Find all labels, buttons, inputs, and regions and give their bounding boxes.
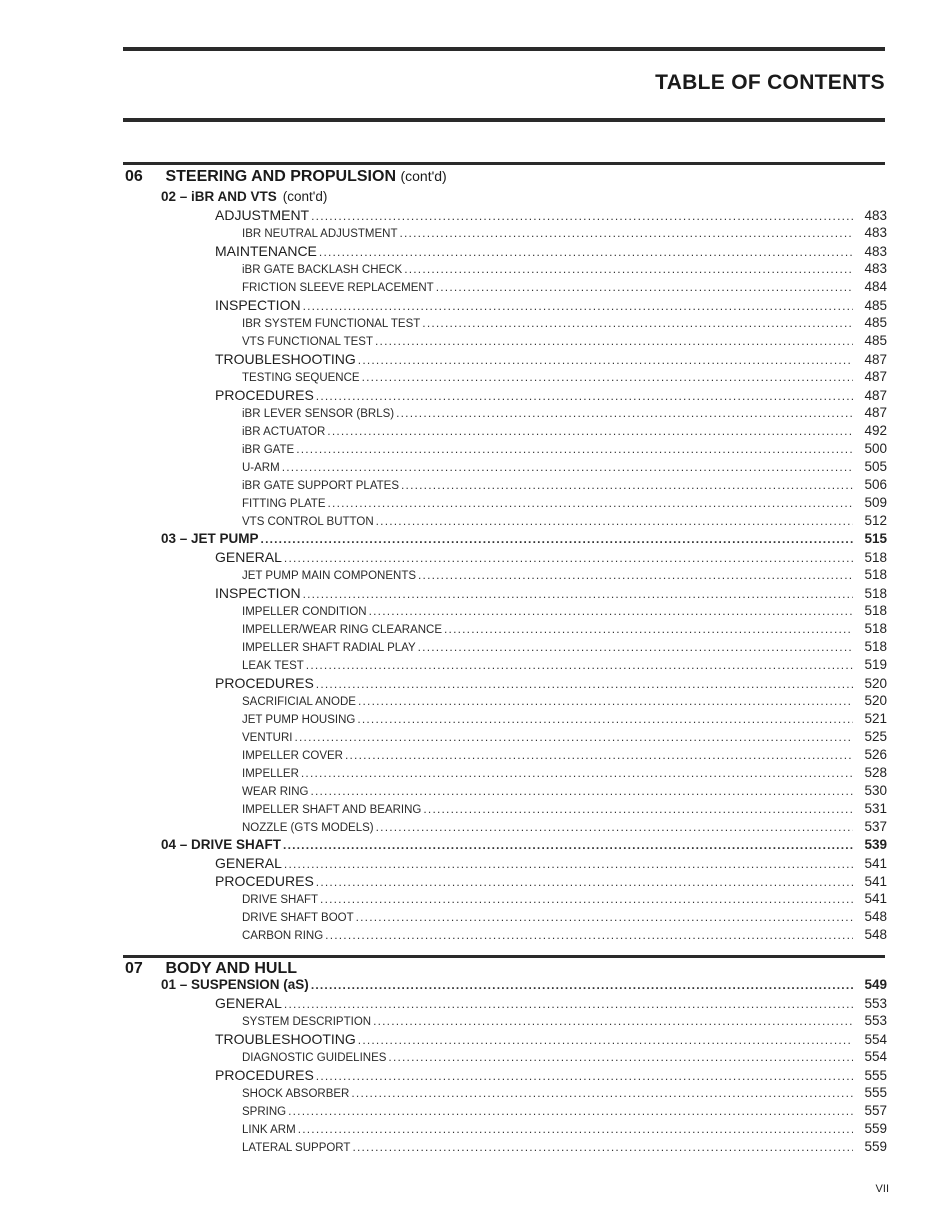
toc-entry[interactable]: [215, 675, 887, 693]
toc-entry[interactable]: [242, 315, 887, 333]
toc-entry-page: 557: [864, 1103, 887, 1118]
toc-entry[interactable]: [161, 977, 887, 995]
footer-page-number: VII: [875, 1183, 889, 1195]
toc-entry-page: 485: [864, 315, 887, 330]
toc-entry[interactable]: [242, 783, 887, 801]
toc-entry-label: VENTURI: [242, 732, 293, 744]
toc-entry[interactable]: [215, 207, 887, 225]
dot-leader: [358, 694, 853, 708]
toc-entry-page: 520: [864, 693, 887, 708]
toc-entry-page: 518: [864, 639, 887, 654]
toc-entry[interactable]: [242, 639, 887, 657]
dot-leader: [294, 730, 853, 744]
toc-entry[interactable]: [242, 801, 887, 819]
toc-entry[interactable]: [161, 837, 887, 855]
toc-entry-label: SPRING: [242, 1106, 287, 1118]
section-heading-06: [125, 168, 447, 186]
toc-entry-label: IBR SYSTEM FUNCTIONAL TEST: [242, 318, 421, 330]
toc-entry[interactable]: [242, 711, 887, 729]
toc-entry-page: 554: [864, 1049, 887, 1064]
toc-entry[interactable]: [242, 1085, 887, 1103]
toc-entry[interactable]: [242, 225, 887, 243]
dot-leader: [261, 532, 853, 546]
toc-entry-page: 506: [864, 477, 887, 492]
toc-entry-page: 518: [864, 550, 887, 565]
toc-entry[interactable]: [242, 1103, 887, 1121]
toc-entry[interactable]: [242, 891, 887, 909]
section-rule-06: [123, 162, 885, 165]
toc-entry[interactable]: [215, 855, 887, 873]
toc-entry[interactable]: [242, 927, 887, 945]
toc-entry-page: 487: [864, 405, 887, 420]
dot-leader: [319, 245, 853, 259]
toc-entry[interactable]: [242, 909, 887, 927]
toc-entry-label: iBR GATE SUPPORT PLATES: [242, 480, 399, 492]
toc-entry[interactable]: [242, 693, 887, 711]
toc-entry-page: 559: [864, 1139, 887, 1154]
toc-entry-label: 04 – DRIVE SHAFT: [161, 837, 282, 852]
dot-leader: [373, 1014, 853, 1028]
dot-leader: [303, 299, 853, 313]
toc-entry-page: 528: [864, 765, 887, 780]
toc-entry-label: PROCEDURES: [215, 387, 314, 403]
toc-entry-label: LEAK TEST: [242, 660, 304, 672]
toc-entry[interactable]: [242, 621, 887, 639]
toc-entry[interactable]: [215, 351, 887, 369]
toc-entry-label: TESTING SEQUENCE: [242, 372, 360, 384]
toc-entry-page: 509: [864, 495, 887, 510]
toc-entry-label: TROUBLESHOOTING: [215, 1031, 356, 1047]
toc-entry-label: JET PUMP HOUSING: [242, 714, 356, 726]
toc-entry-page: 537: [864, 819, 887, 834]
dot-leader: [436, 280, 853, 294]
toc-entry[interactable]: [242, 513, 887, 531]
toc-entry[interactable]: [242, 477, 887, 495]
dot-leader: [328, 496, 854, 510]
toc-entry[interactable]: [242, 423, 887, 441]
toc-entry[interactable]: [242, 441, 887, 459]
toc-entry-label: iBR GATE: [242, 444, 295, 456]
section-suffix: (cont'd): [400, 168, 447, 184]
dot-leader: [316, 875, 853, 889]
toc-entry-page: 500: [864, 441, 887, 456]
toc-entry[interactable]: [242, 495, 887, 513]
toc-entry-page: 518: [864, 586, 887, 601]
toc-entry-page: 554: [864, 1032, 887, 1047]
dot-leader: [418, 640, 853, 654]
dot-leader: [404, 262, 853, 276]
toc-entry[interactable]: [242, 765, 887, 783]
toc-entry[interactable]: [242, 657, 887, 675]
dot-leader: [375, 334, 853, 348]
toc-entry-label: TROUBLESHOOTING: [215, 351, 356, 367]
toc-entry-page: 484: [864, 279, 887, 294]
dot-leader: [418, 568, 853, 582]
toc-entry-page: 541: [864, 874, 887, 889]
toc-entry-label: WEAR RING: [242, 786, 309, 798]
toc-entry-label: MAINTENANCE: [215, 243, 317, 259]
toc-entry-page: 548: [864, 927, 887, 942]
toc-entry[interactable]: [242, 1049, 887, 1067]
toc-entry-page: 553: [864, 1013, 887, 1028]
dot-leader: [316, 1069, 853, 1083]
toc-entry-label: GENERAL: [215, 995, 282, 1011]
toc-entry-label: IMPELLER: [242, 768, 299, 780]
toc-entry-label: IMPELLER COVER: [242, 750, 343, 762]
toc-entry-page: 521: [864, 711, 887, 726]
toc-entry-label: 03 – JET PUMP: [161, 531, 259, 546]
toc-entry[interactable]: [242, 369, 887, 387]
toc-entry[interactable]: [215, 1067, 887, 1085]
dot-leader: [282, 460, 853, 474]
dot-leader: [362, 370, 853, 384]
dot-leader: [422, 316, 853, 330]
toc-entry-page: 485: [864, 298, 887, 313]
dot-leader: [325, 928, 853, 942]
toc-entry[interactable]: [215, 387, 887, 405]
dot-leader: [369, 604, 853, 618]
section-rule-07: [123, 955, 885, 958]
toc-entry-label: IMPELLER SHAFT RADIAL PLAY: [242, 642, 416, 654]
toc-entry-label: IMPELLER CONDITION: [242, 606, 367, 618]
page-title: TABLE OF CONTENTS: [655, 71, 885, 94]
toc-entry[interactable]: [161, 531, 887, 549]
toc-entry-page: 483: [864, 225, 887, 240]
toc-entry-page: 518: [864, 567, 887, 582]
toc-entry[interactable]: [242, 1121, 887, 1139]
toc-entry-page: 553: [864, 996, 887, 1011]
toc-entry-label: IMPELLER/WEAR RING CLEARANCE: [242, 624, 443, 636]
toc-entry-page: 487: [864, 352, 887, 367]
toc-entry[interactable]: [215, 297, 887, 315]
toc-entry-label: CARBON RING: [242, 930, 324, 942]
toc-entry-label: iBR LEVER SENSOR (BRLS): [242, 408, 395, 420]
toc-entry-label: DIAGNOSTIC GUIDELINES: [242, 1052, 387, 1064]
toc-entry-page: 505: [864, 459, 887, 474]
dot-leader: [388, 1050, 853, 1064]
toc-entry-page: 487: [864, 388, 887, 403]
toc-entry-page: 541: [864, 856, 887, 871]
toc-entry-label: PROCEDURES: [215, 873, 314, 889]
dot-leader: [357, 712, 853, 726]
dot-leader: [376, 820, 853, 834]
toc-entry-page: 483: [864, 208, 887, 223]
dot-leader: [284, 997, 853, 1011]
toc-entry-page: 555: [864, 1085, 887, 1100]
dot-leader: [444, 622, 853, 636]
toc-entry-label: LINK ARM: [242, 1124, 296, 1136]
dot-leader: [303, 587, 853, 601]
toc-entry-label: PROCEDURES: [215, 675, 314, 691]
toc-entry-label: 02 – iBR AND VTS: [161, 189, 277, 204]
toc-entry[interactable]: [242, 1013, 887, 1031]
dot-leader: [327, 424, 853, 438]
dot-leader: [396, 406, 853, 420]
toc-entry-label: DRIVE SHAFT: [242, 894, 319, 906]
dot-leader: [316, 677, 853, 691]
dot-leader: [301, 766, 853, 780]
section-number: 06: [125, 168, 143, 185]
toc-entry[interactable]: [242, 459, 887, 477]
toc-entry-label: PROCEDURES: [215, 1067, 314, 1083]
toc-entry-label: SYSTEM DESCRIPTION: [242, 1016, 372, 1028]
toc-entry[interactable]: [215, 1031, 887, 1049]
toc-entry-page: 487: [864, 369, 887, 384]
toc-entry-label: iBR ACTUATOR: [242, 426, 326, 438]
toc-entry-label: LATERAL SUPPORT: [242, 1142, 351, 1154]
toc-entry[interactable]: [242, 1139, 887, 1157]
toc-entry-label: 01 – SUSPENSION (aS): [161, 977, 309, 992]
title-rule: [123, 118, 885, 122]
dot-leader: [351, 1086, 853, 1100]
dot-leader: [399, 226, 853, 240]
dot-leader: [296, 442, 853, 456]
toc-entry-label: GENERAL: [215, 549, 282, 565]
dot-leader: [298, 1122, 853, 1136]
toc-entry-label: ADJUSTMENT: [215, 207, 310, 223]
toc-entry[interactable]: [242, 603, 887, 621]
toc-entry[interactable]: [161, 189, 887, 207]
dot-leader: [311, 209, 853, 223]
dot-leader: [283, 838, 853, 852]
toc-entry[interactable]: [242, 279, 887, 297]
dot-leader: [310, 784, 853, 798]
dot-leader: [352, 1140, 853, 1154]
toc-entry-page: 559: [864, 1121, 887, 1136]
toc-entry[interactable]: [242, 333, 887, 351]
toc-entry-page: 492: [864, 423, 887, 438]
toc-entry-page: 530: [864, 783, 887, 798]
dot-leader: [284, 551, 853, 565]
dot-leader: [316, 389, 853, 403]
toc-entry-label: DRIVE SHAFT BOOT: [242, 912, 354, 924]
dot-leader: [401, 478, 853, 492]
dot-leader: [376, 514, 853, 528]
toc-entry-page: 519: [864, 657, 887, 672]
toc-entry[interactable]: [215, 873, 887, 891]
toc-entry-page: 525: [864, 729, 887, 744]
toc-entry-suffix: (cont'd): [282, 189, 328, 204]
toc-entry-label: JET PUMP MAIN COMPONENTS: [242, 570, 417, 582]
toc-entry-label: NOZZLE (GTS MODELS): [242, 822, 374, 834]
toc-entry-label: IMPELLER SHAFT AND BEARING: [242, 804, 422, 816]
dot-leader: [288, 1104, 853, 1118]
toc-entry-page: 539: [864, 837, 887, 852]
toc-entry-page: 485: [864, 333, 887, 348]
toc-entry[interactable]: [242, 747, 887, 765]
section-title: STEERING AND PROPULSION: [165, 168, 396, 185]
toc-entry-label: SHOCK ABSORBER: [242, 1088, 350, 1100]
toc-entry-page: 549: [864, 977, 887, 992]
toc-entry-page: 520: [864, 676, 887, 691]
toc-entry-label: FRICTION SLEEVE REPLACEMENT: [242, 282, 434, 294]
toc-entry-label: VTS CONTROL BUTTON: [242, 516, 374, 528]
dot-leader: [284, 857, 853, 871]
section-heading-07: [125, 960, 297, 978]
toc-entry-page: 555: [864, 1068, 887, 1083]
toc-entry-page: 515: [864, 531, 887, 546]
dot-leader: [306, 658, 853, 672]
toc-entry-page: 483: [864, 261, 887, 276]
toc-entry[interactable]: [215, 549, 887, 567]
dot-leader: [358, 353, 853, 367]
toc-entry-page: 526: [864, 747, 887, 762]
top-rule: [123, 47, 885, 51]
toc-entry-page: 483: [864, 244, 887, 259]
toc-entry[interactable]: [242, 261, 887, 279]
toc-entry[interactable]: [242, 405, 887, 423]
toc-entry-page: 541: [864, 891, 887, 906]
toc-entry-label: FITTING PLATE: [242, 498, 326, 510]
toc-entry-label: IBR NEUTRAL ADJUSTMENT: [242, 228, 398, 240]
toc-entry[interactable]: [242, 819, 887, 837]
dot-leader: [358, 1033, 853, 1047]
toc-entry-page: 512: [864, 513, 887, 528]
toc-entry-label: GENERAL: [215, 855, 282, 871]
section-title: BODY AND HULL: [165, 960, 298, 977]
toc-entry-label: iBR GATE BACKLASH CHECK: [242, 264, 403, 276]
dot-leader: [320, 892, 853, 906]
dot-leader: [356, 910, 853, 924]
toc-entry-label: U-ARM: [242, 462, 280, 474]
dot-leader: [345, 748, 853, 762]
toc-entry[interactable]: [215, 995, 887, 1013]
toc-entry-page: 518: [864, 603, 887, 618]
toc-entry-page: 518: [864, 621, 887, 636]
toc-entry-label: INSPECTION: [215, 297, 301, 313]
toc-entry-label: VTS FUNCTIONAL TEST: [242, 336, 373, 348]
toc-entry-page: 531: [864, 801, 887, 816]
toc-entry-label: INSPECTION: [215, 585, 301, 601]
toc-entry[interactable]: [215, 243, 887, 261]
toc-entry-page: 548: [864, 909, 887, 924]
dot-leader: [311, 978, 853, 992]
toc-entry[interactable]: [242, 567, 887, 585]
toc-entry-label: SACRIFICIAL ANODE: [242, 696, 356, 708]
toc-entry[interactable]: [242, 729, 887, 747]
section-number: 07: [125, 960, 143, 977]
toc-entry[interactable]: [215, 585, 887, 603]
dot-leader: [423, 802, 853, 816]
